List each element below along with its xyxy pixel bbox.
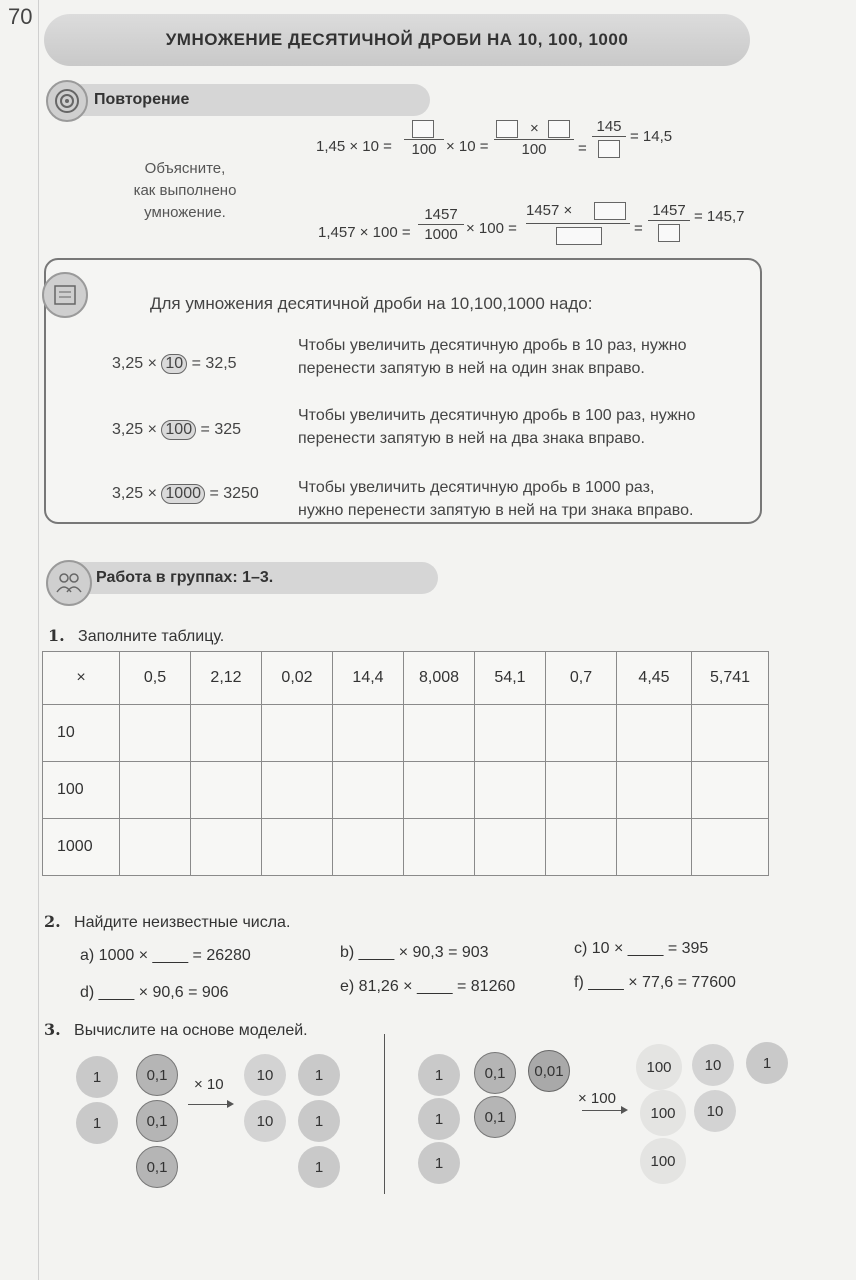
table-row: 10 (43, 705, 769, 762)
unit-chip-10: 10 (694, 1090, 736, 1132)
review-prompt: Объясните, как выполнено умножение. (133, 160, 237, 221)
unit-chip-1: 1 (76, 1102, 118, 1144)
blank-box (598, 140, 620, 158)
table-cell[interactable] (692, 819, 769, 876)
table-cell[interactable] (262, 705, 333, 762)
table-cell[interactable] (191, 819, 262, 876)
table-cell[interactable] (404, 705, 475, 762)
table-cell[interactable] (546, 705, 617, 762)
page-number: 70 (8, 4, 33, 29)
exercise-f: f) ____ × 77,6 = 77600 (574, 974, 736, 991)
page-title: УМНОЖЕНИЕ ДЕСЯТИЧНОЙ ДРОБИ НА 10, 100, 1000 (44, 14, 750, 66)
unit-chip-0-1: 0,1 (136, 1146, 178, 1188)
right-arrow-icon (188, 1104, 232, 1105)
blank-box (658, 224, 680, 242)
circled-number: 10 (161, 354, 187, 374)
unit-chip-0-1: 0,1 (136, 1054, 178, 1096)
table-cell[interactable] (475, 819, 546, 876)
unit-chip-1: 1 (298, 1146, 340, 1188)
group-header (48, 562, 438, 594)
arrow-label-times-10: × 10 (194, 1076, 224, 1093)
table-row: 1000 (43, 819, 769, 876)
unit-chip-10: 10 (244, 1054, 286, 1096)
rule-heading: Для умножения десятичной дроби на 10,100,1000 надо: (150, 294, 593, 313)
margin-line (38, 0, 39, 1280)
fraction: 145 (592, 118, 626, 156)
exercise-b: b) ____ × 90,3 = 903 (340, 944, 489, 961)
exercise-d: d) ____ × 90,6 = 906 (80, 984, 229, 1001)
table-cell[interactable] (333, 705, 404, 762)
fraction: 1457 × (526, 202, 630, 245)
table-cell[interactable] (617, 762, 692, 819)
unit-chip-1: 1 (418, 1054, 460, 1096)
table-cell[interactable] (120, 762, 191, 819)
table-cell[interactable] (692, 705, 769, 762)
blank-box (556, 227, 602, 245)
review-label: Повторение (94, 91, 190, 108)
group-label: Работа в группах: 1–3. (96, 569, 274, 586)
unit-chip-10: 10 (692, 1044, 734, 1086)
unit-chip-10: 10 (244, 1100, 286, 1142)
exercise-a: a) 1000 × ____ = 26280 (80, 947, 251, 964)
unit-chip-100: 100 (640, 1090, 686, 1136)
table-row: 100 (43, 762, 769, 819)
unit-chip-0-1: 0,1 (474, 1096, 516, 1138)
unit-chip-100: 100 (636, 1044, 682, 1090)
right-arrow-icon (582, 1110, 626, 1111)
table-cell[interactable] (617, 705, 692, 762)
review-header (46, 84, 430, 116)
circled-number: 1000 (161, 484, 205, 504)
table-cell[interactable] (191, 705, 262, 762)
fraction: 1457 (648, 202, 690, 242)
table-cell[interactable] (617, 819, 692, 876)
table-cell[interactable] (262, 762, 333, 819)
task-3-heading: 3. Вычислите на основе моделей. (44, 1020, 308, 1039)
table-cell[interactable] (404, 819, 475, 876)
notebook-icon (42, 272, 88, 318)
unit-chip-1: 1 (418, 1142, 460, 1184)
exercise-c: c) 10 × ____ = 395 (574, 940, 709, 957)
table-cell[interactable] (333, 819, 404, 876)
table-cell[interactable] (404, 762, 475, 819)
table-cell[interactable] (333, 762, 404, 819)
blank-box (548, 120, 570, 138)
unit-chip-1: 1 (76, 1056, 118, 1098)
fraction: 100 (404, 120, 444, 158)
table-cell[interactable] (475, 762, 546, 819)
fraction: × 100 (494, 120, 574, 158)
table-cell[interactable] (120, 819, 191, 876)
task-2-heading: 2. Найдите неизвестные числа. (44, 912, 291, 931)
unit-chip-1: 1 (298, 1054, 340, 1096)
table-header-row: × 0,5 2,12 0,02 14,4 8,008 54,1 0,7 4,45 5,741 (43, 652, 769, 705)
task-1-heading: 1. Заполните таблицу. (48, 626, 225, 645)
unit-chip-0-01: 0,01 (528, 1050, 570, 1092)
unit-chip-0-1: 0,1 (136, 1100, 178, 1142)
table-cell[interactable] (262, 819, 333, 876)
unit-chip-1: 1 (298, 1100, 340, 1142)
unit-chip-1: 1 (418, 1098, 460, 1140)
table-cell[interactable] (475, 705, 546, 762)
exercise-e: e) 81,26 × ____ = 81260 (340, 978, 516, 995)
arrow-label-times-100: × 100 (578, 1090, 616, 1107)
table-cell[interactable] (120, 705, 191, 762)
fraction: 1457 1000 (418, 206, 464, 243)
unit-chip-0-1: 0,1 (474, 1052, 516, 1094)
blank-box (496, 120, 518, 138)
table-cell[interactable] (692, 762, 769, 819)
table-cell[interactable] (546, 762, 617, 819)
table-cell[interactable] (546, 819, 617, 876)
multiplication-table (42, 651, 769, 876)
divider (384, 1034, 385, 1194)
table-cell[interactable] (191, 762, 262, 819)
blank-box (594, 202, 626, 220)
unit-chip-100: 100 (640, 1138, 686, 1184)
target-icon (46, 80, 88, 122)
group-people-icon (46, 560, 92, 606)
unit-chip-1: 1 (746, 1042, 788, 1084)
blank-box (412, 120, 434, 138)
circled-number: 100 (161, 420, 196, 440)
